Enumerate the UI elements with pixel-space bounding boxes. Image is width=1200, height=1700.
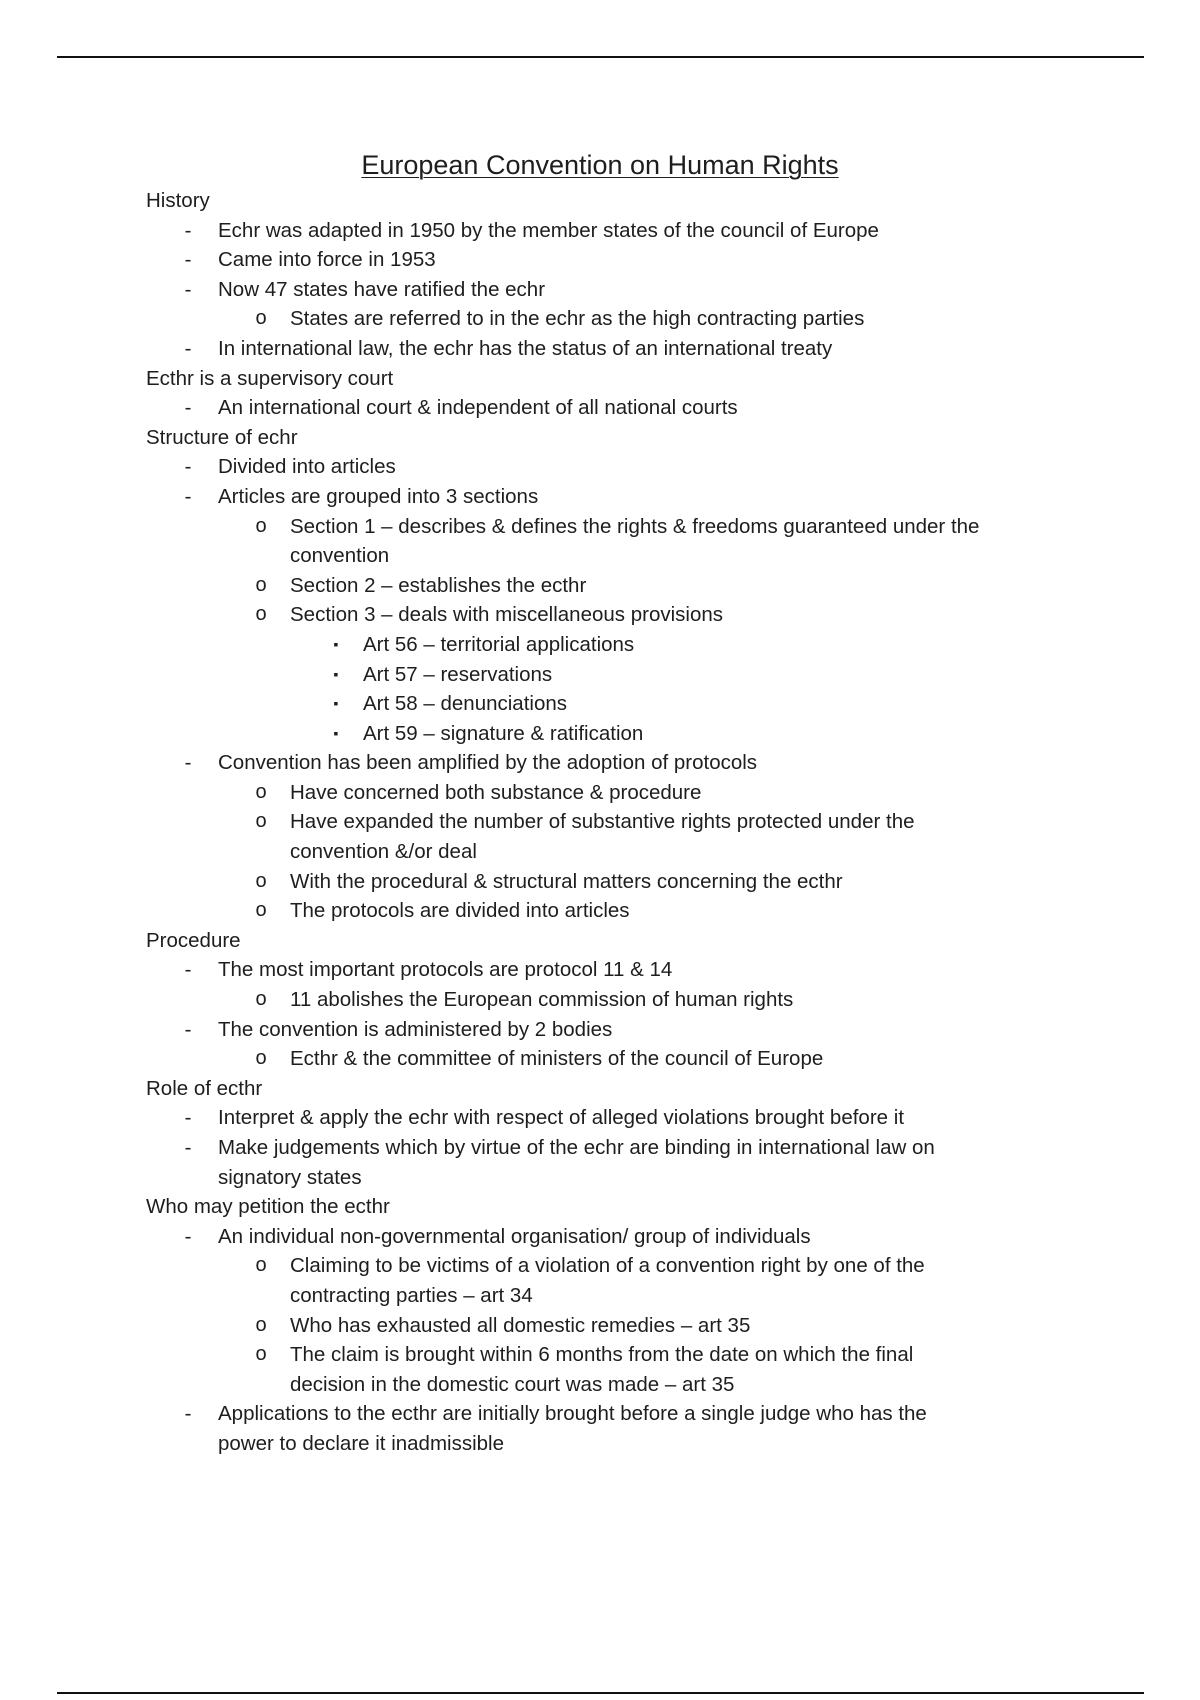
line-text: Applications to the ecthr are initially brought before a single judge who has the xyxy=(218,1402,927,1426)
circle-bullet-icon: o xyxy=(255,899,267,922)
line-text: decision in the domestic court was made – art 35 xyxy=(290,1372,735,1396)
line-text: signatory states xyxy=(218,1165,362,1189)
line-text: Claiming to be victims of a violation of a convention right by one of the xyxy=(290,1254,925,1278)
line-text: Have expanded the number of substantive rights protected under the xyxy=(290,810,915,834)
line-text: Divided into articles xyxy=(218,455,396,479)
line-text: The most important protocols are protocol 11 & 14 xyxy=(218,958,673,982)
list-item xyxy=(146,748,1046,778)
line-text: Convention has been amplified by the adoption of protocols xyxy=(218,751,758,775)
line-text: Ecthr & the committee of ministers of the council of Europe xyxy=(290,1047,824,1071)
list-item xyxy=(146,1311,1046,1341)
dash-bullet-icon: - xyxy=(184,1402,192,1426)
list-item xyxy=(146,512,1046,542)
list-item xyxy=(146,719,1046,749)
line-text: Structure of echr xyxy=(146,425,298,449)
list-item xyxy=(146,896,1046,926)
section-heading xyxy=(146,1192,1046,1222)
line-text: contracting parties – art 34 xyxy=(290,1283,533,1307)
line-text: In international law, the echr has the status of an international treaty xyxy=(218,336,833,360)
line-text: Role of ecthr xyxy=(146,1076,263,1100)
list-item xyxy=(146,837,1046,867)
list-item xyxy=(146,334,1046,364)
circle-bullet-icon: o xyxy=(255,1343,267,1366)
dash-bullet-icon: - xyxy=(184,248,192,272)
dash-bullet-icon: - xyxy=(184,455,192,479)
line-text: power to declare it inadmissible xyxy=(218,1431,504,1455)
line-text: Articles are grouped into 3 sections xyxy=(218,484,539,508)
circle-bullet-icon: o xyxy=(255,1047,267,1070)
line-text: Echr was adapted in 1950 by the member states of the council of Europe xyxy=(218,218,879,242)
section-heading xyxy=(146,423,1046,453)
circle-bullet-icon: o xyxy=(255,869,267,892)
list-item xyxy=(146,985,1046,1015)
circle-bullet-icon: o xyxy=(255,307,267,330)
line-text: Who may petition the ecthr xyxy=(146,1195,390,1219)
list-item xyxy=(146,216,1046,246)
line-text: Who has exhausted all domestic remedies – art 35 xyxy=(290,1313,751,1337)
line-text: Make judgements which by virtue of the echr are binding in international law on xyxy=(218,1136,935,1159)
line-text: Art 56 – territorial applications xyxy=(363,632,635,656)
square-bullet-icon: ▪ xyxy=(333,724,339,741)
line-text: The convention is administered by 2 bodies xyxy=(218,1017,613,1041)
circle-bullet-icon: o xyxy=(255,780,267,803)
list-item xyxy=(146,304,1046,334)
section-heading xyxy=(146,186,1046,216)
list-item xyxy=(146,1370,1046,1400)
list-item xyxy=(146,1222,1046,1252)
line-text: convention xyxy=(290,544,390,568)
list-item xyxy=(146,571,1046,601)
line-text: Art 57 – reservations xyxy=(363,662,553,686)
circle-bullet-icon: o xyxy=(255,988,267,1011)
list-item xyxy=(146,1163,1046,1193)
circle-bullet-icon: o xyxy=(255,810,267,833)
line-text: States are referred to in the echr as the high contracting parties xyxy=(290,307,865,331)
list-item xyxy=(146,689,1046,719)
square-bullet-icon: ▪ xyxy=(333,635,339,652)
dash-bullet-icon: - xyxy=(184,336,192,360)
line-text: Interpret & apply the echr with respect of alleged violations brought before it xyxy=(218,1106,905,1130)
line-text: Section 2 – establishes the ecthr xyxy=(290,573,587,597)
page-title: European Convention on Human Rights xyxy=(361,150,839,180)
line-text: An individual non-governmental organisation/ group of individuals xyxy=(218,1224,811,1248)
square-bullet-icon: ▪ xyxy=(333,665,339,682)
dash-bullet-icon: - xyxy=(184,751,192,775)
footer-rule xyxy=(57,1692,1144,1694)
line-text: 11 abolishes the European commission of human rights xyxy=(290,988,794,1012)
square-bullet-icon: ▪ xyxy=(333,695,339,712)
list-item xyxy=(146,393,1046,423)
dash-bullet-icon: - xyxy=(184,1224,192,1248)
line-text: Ecthr is a supervisory court xyxy=(146,366,394,390)
list-item xyxy=(146,1251,1046,1281)
list-item xyxy=(146,452,1046,482)
section-heading xyxy=(146,926,1046,956)
line-text: Came into force in 1953 xyxy=(218,248,436,272)
list-item xyxy=(146,630,1046,660)
list-item xyxy=(146,778,1046,808)
dash-bullet-icon: - xyxy=(184,277,192,301)
list-item xyxy=(146,1103,1046,1133)
line-text: The claim is brought within 6 months from the date on which the final xyxy=(290,1343,914,1367)
list-item xyxy=(146,275,1046,305)
line-text: With the procedural & structural matters concerning the ecthr xyxy=(290,869,843,893)
list-item xyxy=(146,660,1046,690)
list-item xyxy=(146,1015,1046,1045)
section-heading xyxy=(146,1074,1046,1104)
circle-bullet-icon: o xyxy=(255,603,267,626)
header-rule xyxy=(57,56,1144,58)
document-body xyxy=(146,186,1046,1459)
line-text: Section 3 – deals with miscellaneous provisions xyxy=(290,603,724,627)
list-item xyxy=(146,1340,1046,1370)
list-item xyxy=(146,245,1046,275)
list-item xyxy=(146,482,1046,512)
dash-bullet-icon: - xyxy=(184,218,192,242)
line-text: Have concerned both substance & procedure xyxy=(290,780,702,804)
list-item xyxy=(146,541,1046,571)
circle-bullet-icon: o xyxy=(255,573,267,596)
list-item xyxy=(146,1044,1046,1074)
line-text: An international court & independent of all national courts xyxy=(218,396,738,420)
line-text: History xyxy=(146,189,210,212)
dash-bullet-icon: - xyxy=(184,396,192,420)
line-text: Art 58 – denunciations xyxy=(363,692,567,716)
line-text: The protocols are divided into articles xyxy=(290,899,630,923)
list-item xyxy=(146,807,1046,837)
line-text: convention &/or deal xyxy=(290,840,477,864)
dash-bullet-icon: - xyxy=(184,958,192,982)
list-item xyxy=(146,867,1046,897)
list-item xyxy=(146,1429,1046,1459)
line-text: Now 47 states have ratified the echr xyxy=(218,277,546,301)
section-heading xyxy=(146,364,1046,394)
dash-bullet-icon: - xyxy=(184,1017,192,1041)
list-item xyxy=(146,600,1046,630)
circle-bullet-icon: o xyxy=(255,1313,267,1336)
dash-bullet-icon: - xyxy=(184,1136,192,1159)
line-text: Section 1 – describes & defines the rights & freedoms guaranteed under the xyxy=(290,514,980,538)
circle-bullet-icon: o xyxy=(255,1254,267,1277)
dash-bullet-icon: - xyxy=(184,484,192,508)
circle-bullet-icon: o xyxy=(255,514,267,537)
line-text: Art 59 – signature & ratification xyxy=(363,721,644,745)
list-item xyxy=(146,1281,1046,1311)
list-item xyxy=(146,955,1046,985)
list-item xyxy=(146,1399,1046,1429)
dash-bullet-icon: - xyxy=(184,1106,192,1130)
line-text: Procedure xyxy=(146,928,241,952)
list-item xyxy=(146,1133,1046,1163)
